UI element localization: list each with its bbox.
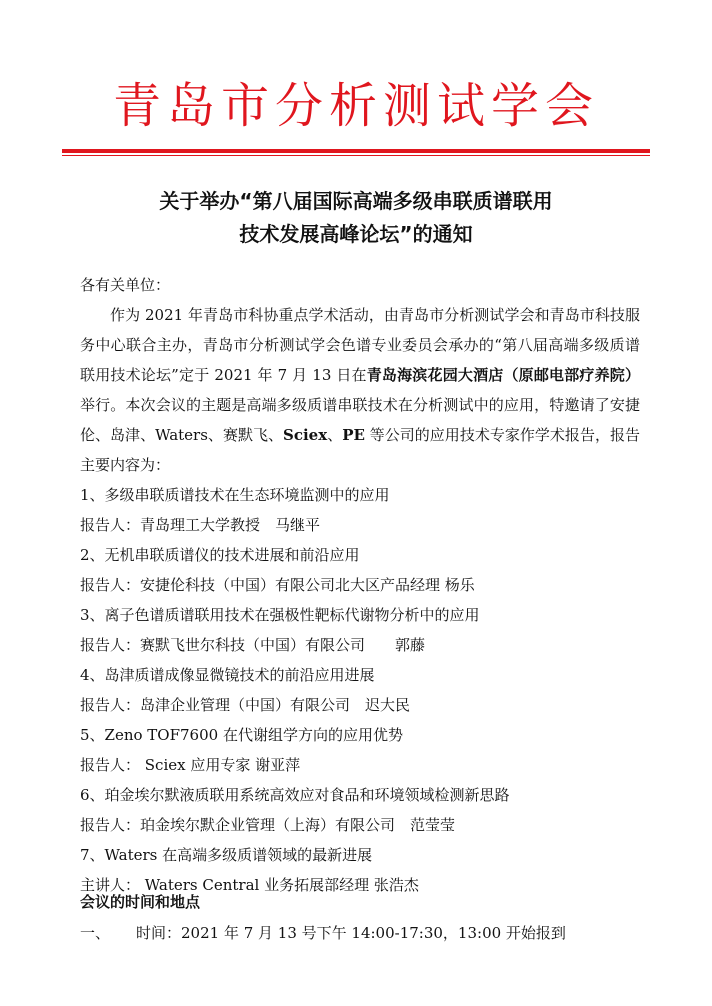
intro-text-part1: 作为 2021 年青岛市科协重点学术活动，由青岛市分析测试学会和青岛市科技服务中心联合主办，青岛市分析测试学会色谱专业委员会承办的“第八届高端多级质谱联用技术论坛”定于 2021 年 7 月 13 日在 [80,306,640,384]
agenda-speaker-1: 报告人：青岛理工大学教授 马继平 [80,516,321,534]
intro-text-part2: 举行。本次会议的主题是高端多级质谱串联技术在分析测试中的应用，特邀请了安捷伦、岛津、Waters、赛默飞、 [80,396,640,444]
agenda-topic-1: 1、多级串联质谱技术在生态环境监测中的应用 [80,486,390,504]
meeting-time-place-heading: 会议的时间和地点 [80,893,201,911]
letterhead-rule-thin [62,155,650,156]
agenda-speaker-7: 主讲人： Waters Central 业务拓展部经理 张浩杰 [80,876,419,894]
intro-paragraph [80,300,640,480]
org-letterhead-title: 青岛市分析测试学会 [112,78,599,134]
meeting-time-line [80,920,566,946]
agenda-topic-5: 5、Zeno TOF7600 在代谢组学方向的应用优势 [80,726,403,744]
agenda-topic-2: 2、无机串联质谱仪的技术进展和前沿应用 [80,546,360,564]
notice-title-line-1: 关于举办“第八届国际高端多级串联质谱联用 [159,189,553,213]
agenda-list [80,480,640,900]
agenda-topic-3: 3、离子色谱质谱联用技术在强极性靶标代谢物分析中的应用 [80,606,480,624]
agenda-topic-4: 4、岛津质谱成像显微镜技术的前沿应用进展 [80,666,375,684]
salutation: 各有关单位： [80,276,171,294]
venue-text: 青岛海滨花园大酒店（原邮电部疗养院） [366,366,640,384]
pe-text: PE [342,426,365,444]
intro-text-part3: 等公司的应用技术专家作学术报告，报告主要内容为： [80,426,640,474]
agenda-speaker-2: 报告人：安捷伦科技（中国）有限公司北大区产品经理 杨乐 [80,576,475,594]
agenda-speaker-5: 报告人： Sciex 应用专家 谢亚萍 [80,756,301,774]
meeting-time-text: 时间：2021 年 7 月 13 号下午 14:00-17:30，13:00 开始报到 [136,924,566,942]
agenda-speaker-6: 报告人：珀金埃尔默企业管理（上海）有限公司 范莹莹 [80,816,456,834]
sciex-text: Sciex [283,426,328,444]
agenda-topic-6: 6、珀金埃尔默液质联用系统高效应对食品和环境领域检测新思路 [80,786,510,804]
agenda-speaker-3: 报告人：赛默飞世尔科技（中国）有限公司 郭藤 [80,636,426,654]
meeting-item-number: 一、 [80,924,111,942]
separator-text: 、 [327,426,343,444]
agenda-topic-7: 7、Waters 在高端多级质谱领域的最新进展 [80,846,373,864]
notice-title-line-2: 技术发展高峰论坛”的通知 [239,222,473,246]
agenda-speaker-4: 报告人：岛津企业管理（中国）有限公司 迟大民 [80,696,411,714]
letterhead-rule-thick [62,149,650,153]
